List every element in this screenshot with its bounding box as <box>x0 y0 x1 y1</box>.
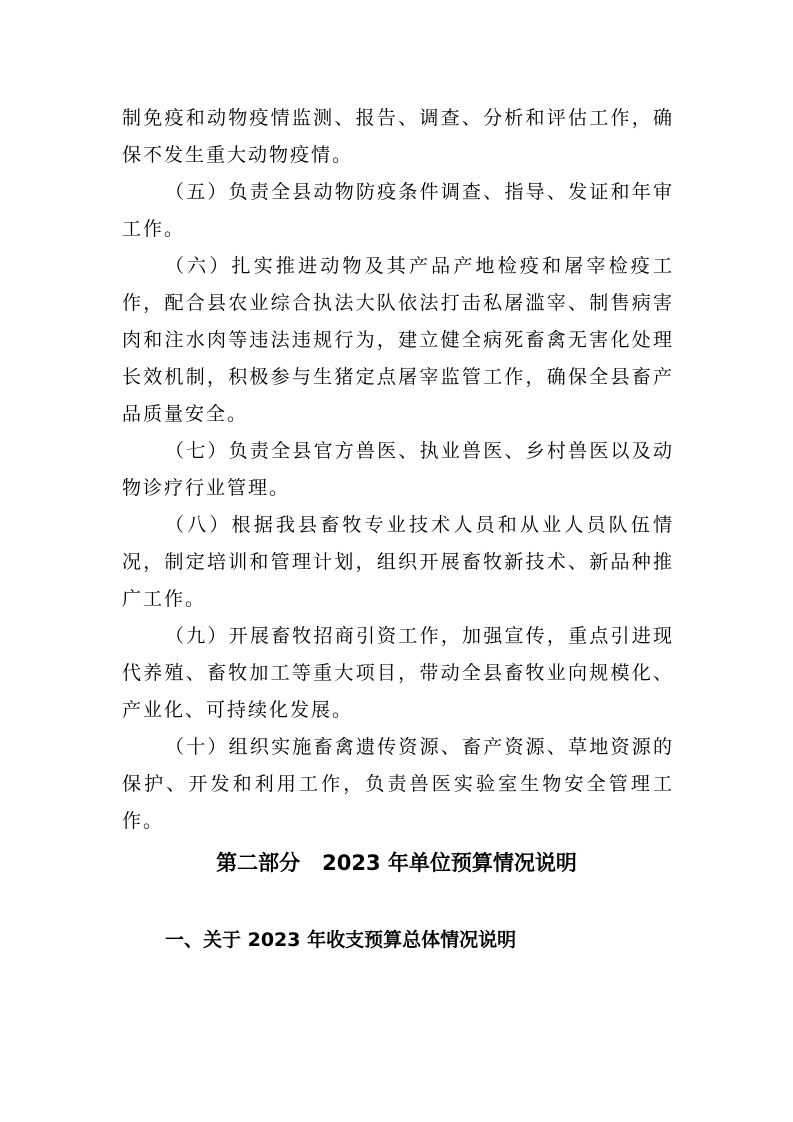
paragraph-item-10: （十）组织实施畜禽遗传资源、畜产资源、草地资源的保护、开发和利用工作，负责兽医实验室生物安全管理工作。 <box>122 736 674 832</box>
paragraph-item-8: （八）根据我县畜牧专业技术人员和从业人员队伍情况，制定培训和管理计划，组织开展畜牧新技术、新品种推广工作。 <box>122 514 674 610</box>
paragraph-item-6: （六）扎实推进动物及其产品产地检疫和屠宰检疫工作，配合县农业综合执法大队依法打击私屠滥宰、制售病害肉和注水肉等违法违规行为，建立健全病死畜禽无害化处理长效机制，积极参与生猪定点屠宰监管工作，确保全县畜产品质量安全。 <box>122 255 674 425</box>
paragraph-item-7: （七）负责全县官方兽医、执业兽医、乡村兽医以及动物诊疗行业管理。 <box>122 440 674 499</box>
paragraph-item-9: （九）开展畜牧招商引资工作，加强宣传，重点引进现代养殖、畜牧加工等重大项目，带动全县畜牧业向规模化、产业化、可持续化发展。 <box>122 625 674 721</box>
paragraph-continued: 制免疫和动物疫情监测、报告、调查、分析和评估工作，确保不发生重大动物疫情。 <box>122 107 674 166</box>
section-heading <box>0 847 793 879</box>
section-title-text: 2023 年单位预算情况说明 <box>322 851 577 875</box>
subsection-heading: 一、关于 2023 年收支预算总体情况说明 <box>165 929 517 951</box>
paragraph-item-5: （五）负责全县动物防疫条件调查、指导、发证和年审工作。 <box>122 181 674 240</box>
section-part-label: 第二部分 <box>216 851 301 875</box>
